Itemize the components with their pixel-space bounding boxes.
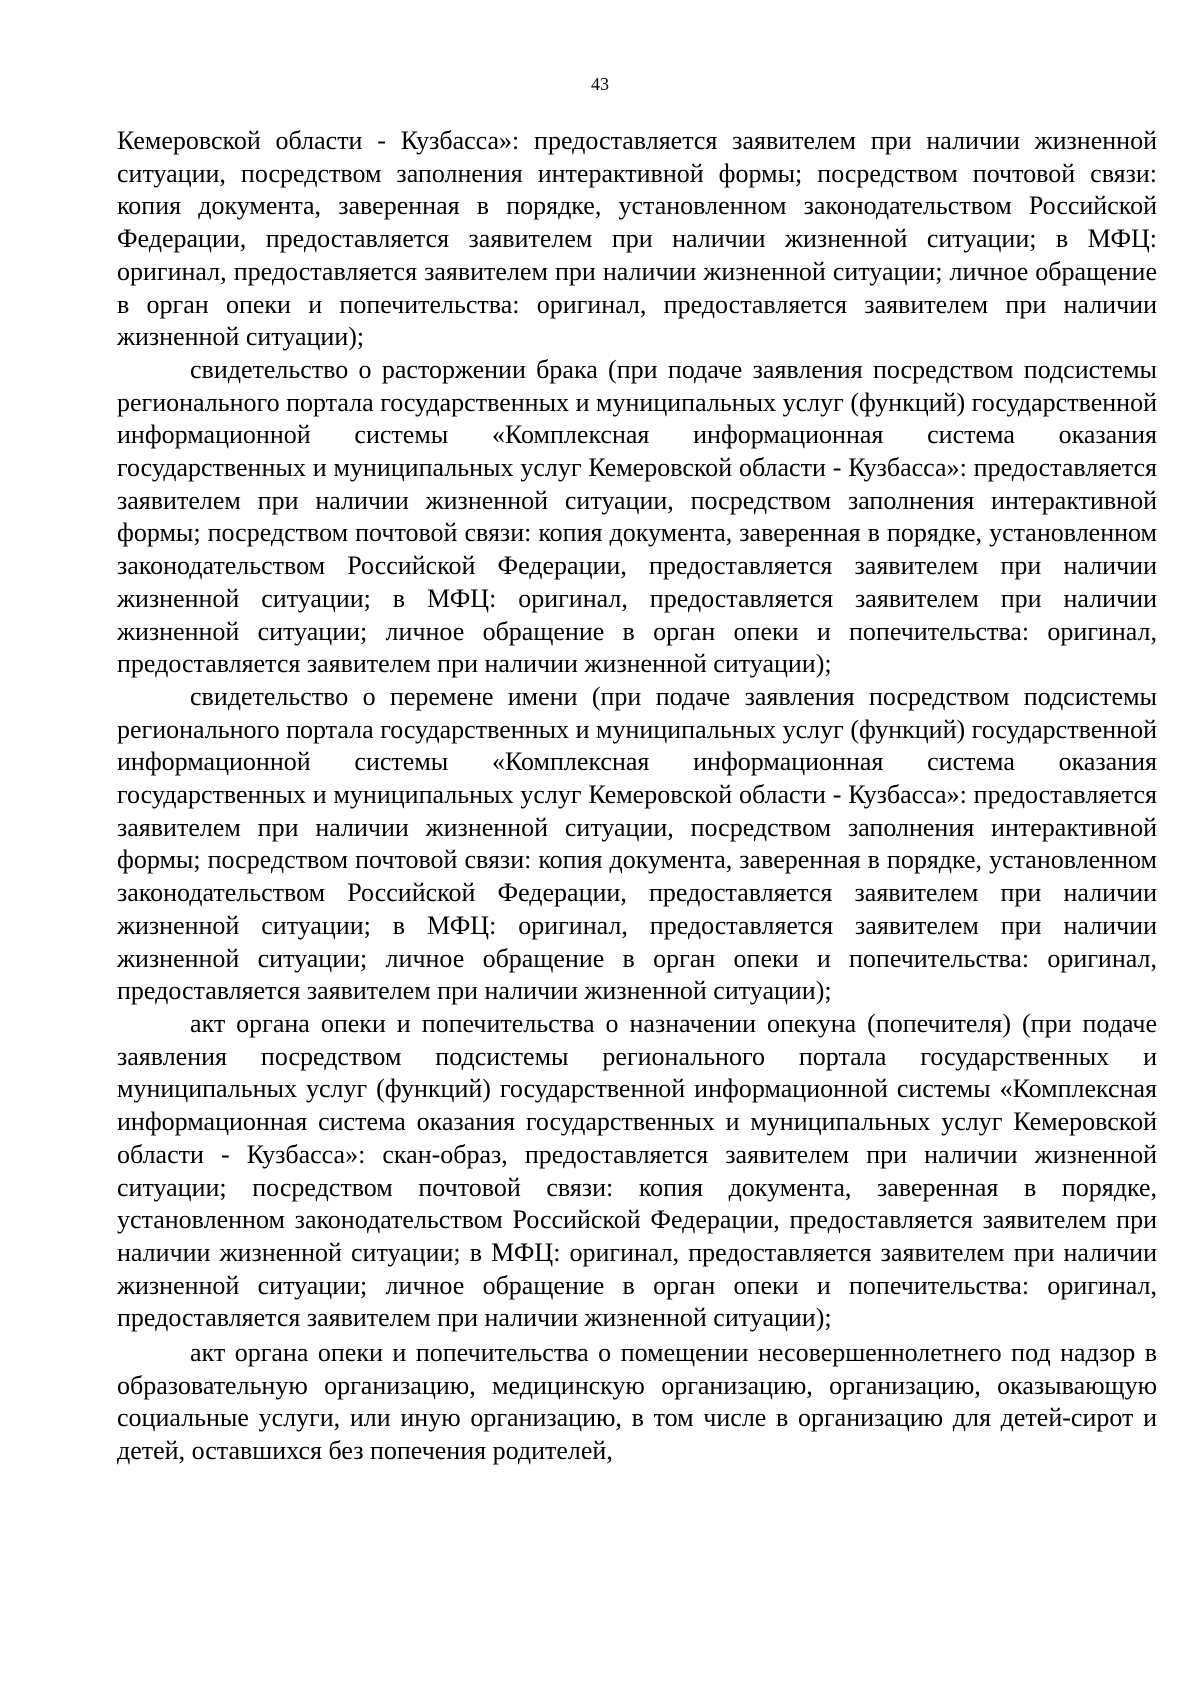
paragraph-name-change-certificate: свидетельство о перемене имени (при подаче заявления посредством подсистемы регионального портала государственных и муниципальных услуг (функций) государственной информационной системы «Комплексная информационная система оказания государственных и муниципальных услуг Кемеровской области - Кузбасса»: предоставляется заявителем при наличии жизненной ситуации, посредством заполнения интерактивной формы; посредством почтовой связи: копия документа, заверенная в порядке, установленном законодательством Российской Федерации, предоставляется заявителем при наличии жизненной ситуации; в МФЦ: оригинал, предоставляется заявителем при наличии жизненной ситуации; личное обращение в орган опеки и попечительства: оригинал, предоставляется заявителем при наличии жизненной ситуации); (117, 681, 1157, 1006)
paragraph-continuation: Кемеровской области - Кузбасса»: предоставляется заявителем при наличии жизненной ситуации, посредством заполнения интерактивной формы; посредством почтовой связи: копия документа, заверенная в порядке, установленном законодательством Российской Федерации, предоставляется заявителем при наличии жизненной ситуации; в МФЦ: оригинал, предоставляется заявителем при наличии жизненной ситуации; личное обращение в орган опеки и попечительства: оригинал, предоставляется заявителем при наличии жизненной ситуации); (117, 126, 1157, 352)
paragraph-divorce-certificate: свидетельство о расторжении брака (при подаче заявления посредством подсистемы регионального портала государственных и муниципальных услуг (функций) государственной информационной системы «Комплексная информационная система оказания государственных и муниципальных услуг Кемеровской области - Кузбасса»: предоставляется заявителем при наличии жизненной ситуации, посредством заполнения интерактивной формы; посредством почтовой связи: копия документа, заверенная в порядке, установленном законодательством Российской Федерации, предоставляется заявителем при наличии жизненной ситуации; в МФЦ: оригинал, предоставляется заявителем при наличии жизненной ситуации; личное обращение в орган опеки и попечительства: оригинал, предоставляется заявителем при наличии жизненной ситуации); (117, 354, 1157, 679)
document-body (117, 125, 1157, 1468)
page-number: 43 (591, 74, 609, 94)
paragraph-guardian-appointment-act: акт органа опеки и попечительства о назначении опекуна (попечителя) (при подаче заявления посредством подсистемы регионального портала государственных и муниципальных услуг (функций) государственной информационной системы «Комплексная информационная система оказания государственных и муниципальных услуг Кемеровской области - Кузбасса»: скан-образ, предоставляется заявителем при наличии жизненной ситуации; посредством почтовой связи: копия документа, заверенная в порядке, установленном законодательством Российской Федерации, предоставляется заявителем при наличии жизненной ситуации; в МФЦ: оригинал, предоставляется заявителем при наличии жизненной ситуации; личное обращение в орган опеки и попечительства: оригинал, предоставляется заявителем при наличии жизненной ситуации); (117, 1008, 1157, 1333)
paragraph-supervision-placement-act: акт органа опеки и попечительства о помещении несовершеннолетнего под надзор в образовательную организацию, медицинскую организацию, организацию, оказывающую социальные услуги, или иную организацию, в том числе в организацию для детей-сирот и детей, оставшихся без попечения родителей, (117, 1338, 1157, 1466)
